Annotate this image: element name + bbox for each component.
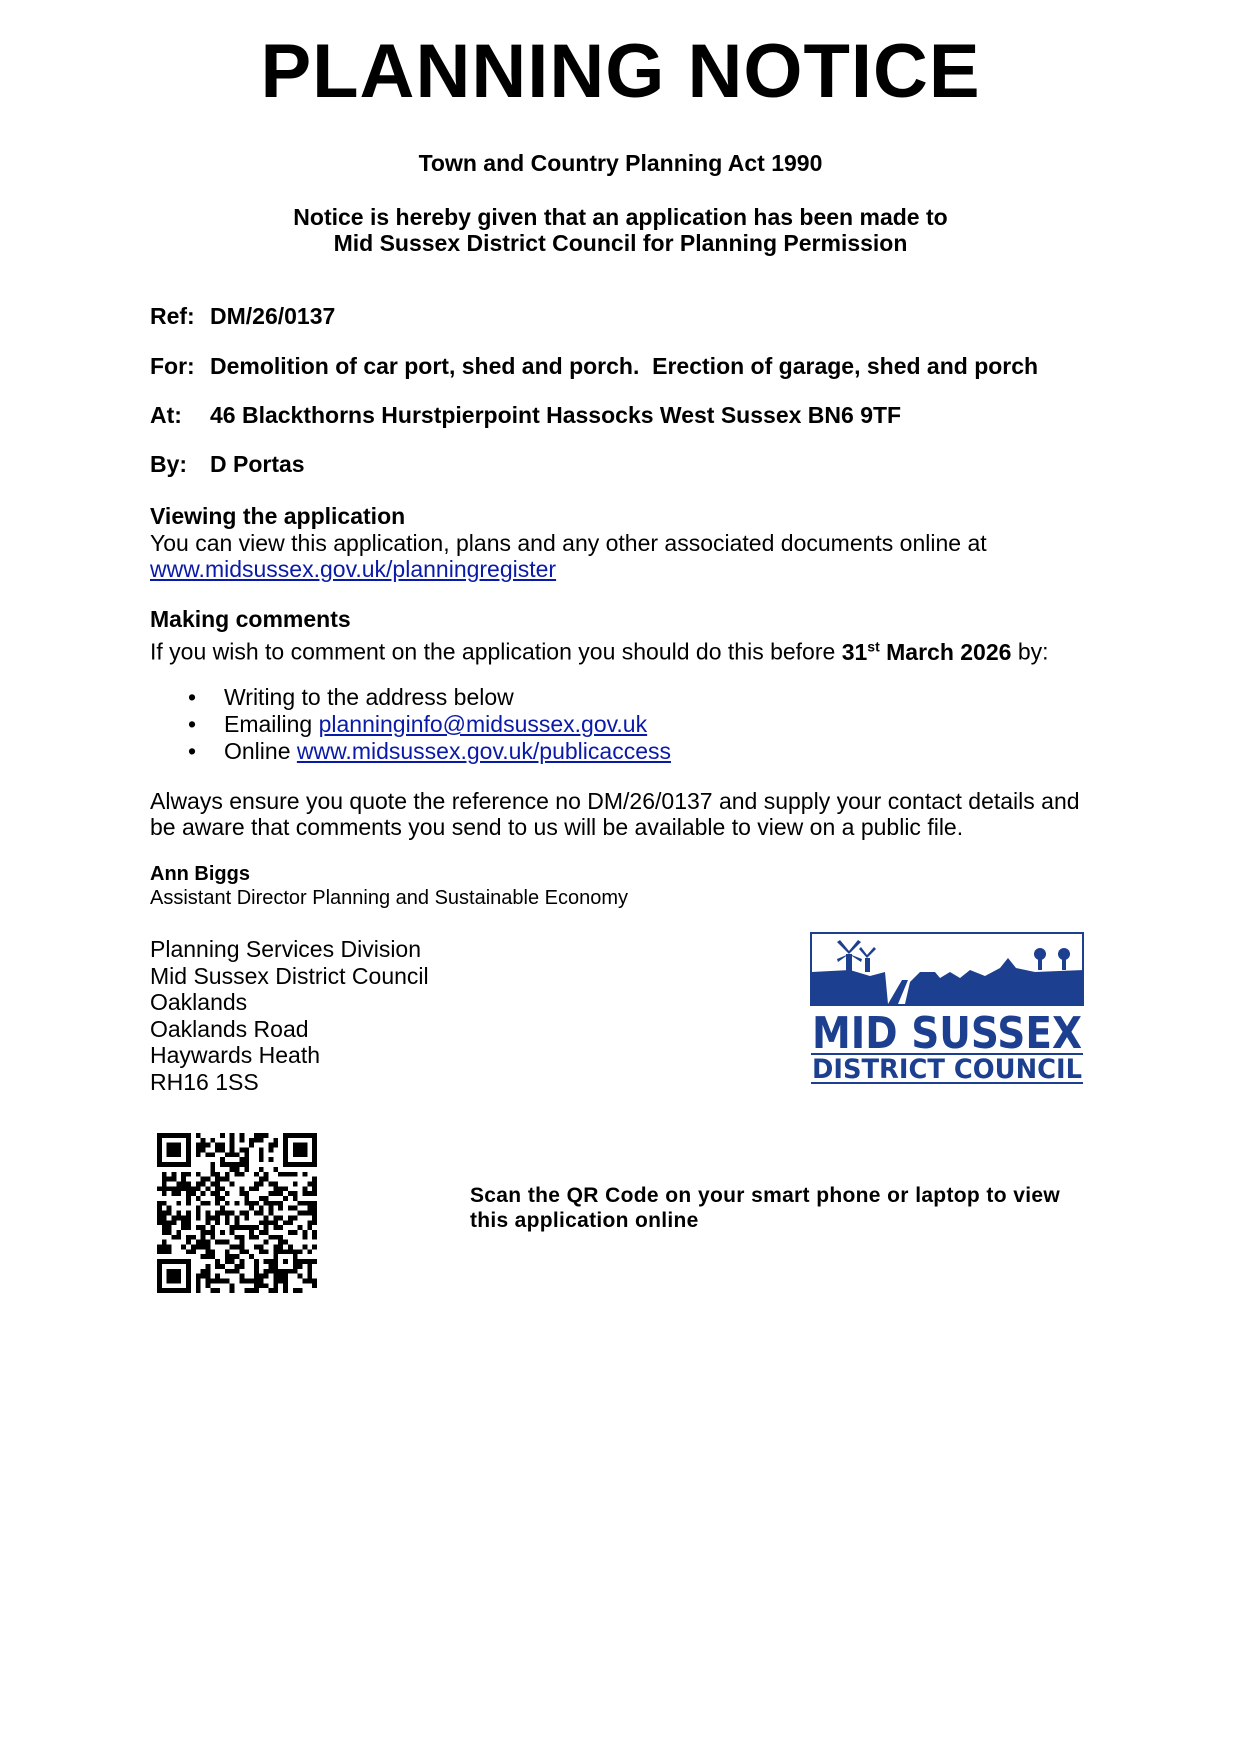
address-line: Planning Services Division <box>150 936 422 962</box>
logo-text-line2: DISTRICT COUNCIL <box>812 1054 1082 1085</box>
detail-label: At: <box>150 402 182 428</box>
viewing-text: You can view this application, plans and any other associated documents online at <box>150 530 987 556</box>
qr-instructions: Scan the QR Code on your smart phone or laptop to view this application online <box>470 1184 1060 1232</box>
method-online-label: Online <box>224 738 297 764</box>
list-item <box>150 711 671 738</box>
comments-text-after: by: <box>1011 638 1049 665</box>
email-link[interactable]: planninginfo@midsussex.gov.uk <box>318 711 648 737</box>
method-email-label: Emailing <box>224 711 319 737</box>
detail-value: D Portas <box>210 451 305 477</box>
page-title: PLANNING NOTICE <box>260 29 981 114</box>
detail-value: Demolition of car port, shed and porch. Erection of garage, shed and porch <box>210 353 1039 379</box>
detail-by <box>150 451 305 478</box>
council-logo <box>810 932 1086 1084</box>
act-title: Town and Country Planning Act 1990 <box>418 150 823 176</box>
deadline-day: 31 <box>841 638 868 665</box>
bullet-dot: • <box>188 711 197 737</box>
list-item <box>150 738 671 765</box>
detail-value: DM/26/0137 <box>210 303 336 329</box>
detail-ref <box>150 303 335 330</box>
comments-heading: Making comments <box>150 606 351 632</box>
logo-hill-left <box>812 970 888 1004</box>
comments-text-before: If you wish to comment on the application you should do this before <box>150 638 842 665</box>
bullet-dot: • <box>188 684 197 710</box>
logo-text-line1: MID SUSSEX <box>812 1008 1083 1059</box>
comment-methods-list <box>150 684 671 765</box>
detail-label: By: <box>150 451 188 477</box>
bullet-dot: • <box>188 738 197 764</box>
list-item <box>150 684 671 711</box>
reminder-line-1: Always ensure you quote the reference no DM/26/0137 and supply your contact details and <box>150 788 1080 814</box>
method-writing: Writing to the address below <box>224 684 514 710</box>
detail-for <box>150 353 1038 380</box>
address-line: RH16 1SS <box>150 1068 259 1095</box>
deadline-month-year: March 2026 <box>879 638 1012 665</box>
address-line: Haywards Heath <box>150 1042 321 1068</box>
detail-label: For: <box>150 353 195 379</box>
council-address <box>150 936 429 1095</box>
comments-text <box>150 633 1049 665</box>
viewing-link-wrap <box>150 556 556 582</box>
deadline-suffix: st <box>867 638 880 654</box>
notice-line-1: Notice is hereby given that an application has been made to <box>293 204 948 230</box>
notice-line-2: Mid Sussex District Council for Planning Permission <box>333 230 908 256</box>
detail-label: Ref: <box>150 303 195 329</box>
address-line: Mid Sussex District Council <box>150 962 429 989</box>
address-line: Oaklands Road <box>150 1015 309 1042</box>
planning-register-link[interactable]: www.midsussex.gov.uk/planningregister <box>150 556 557 582</box>
public-access-link[interactable]: www.midsussex.gov.uk/publicaccess <box>296 738 671 764</box>
comments-deadline <box>842 639 1012 665</box>
signer-name: Ann Biggs <box>150 863 250 885</box>
reminder-line-2: be aware that comments you send to us will be available to view on a public file. <box>150 814 964 840</box>
viewing-heading: Viewing the application <box>150 503 406 529</box>
detail-value: 46 Blackthorns Hurstpierpoint Hassocks West Sussex BN6 9TF <box>210 402 902 428</box>
qr-code[interactable] <box>157 1133 317 1293</box>
detail-at <box>150 402 901 429</box>
signer-role: Assistant Director Planning and Sustainable Economy <box>150 887 629 909</box>
address-line: Oaklands <box>150 989 248 1015</box>
